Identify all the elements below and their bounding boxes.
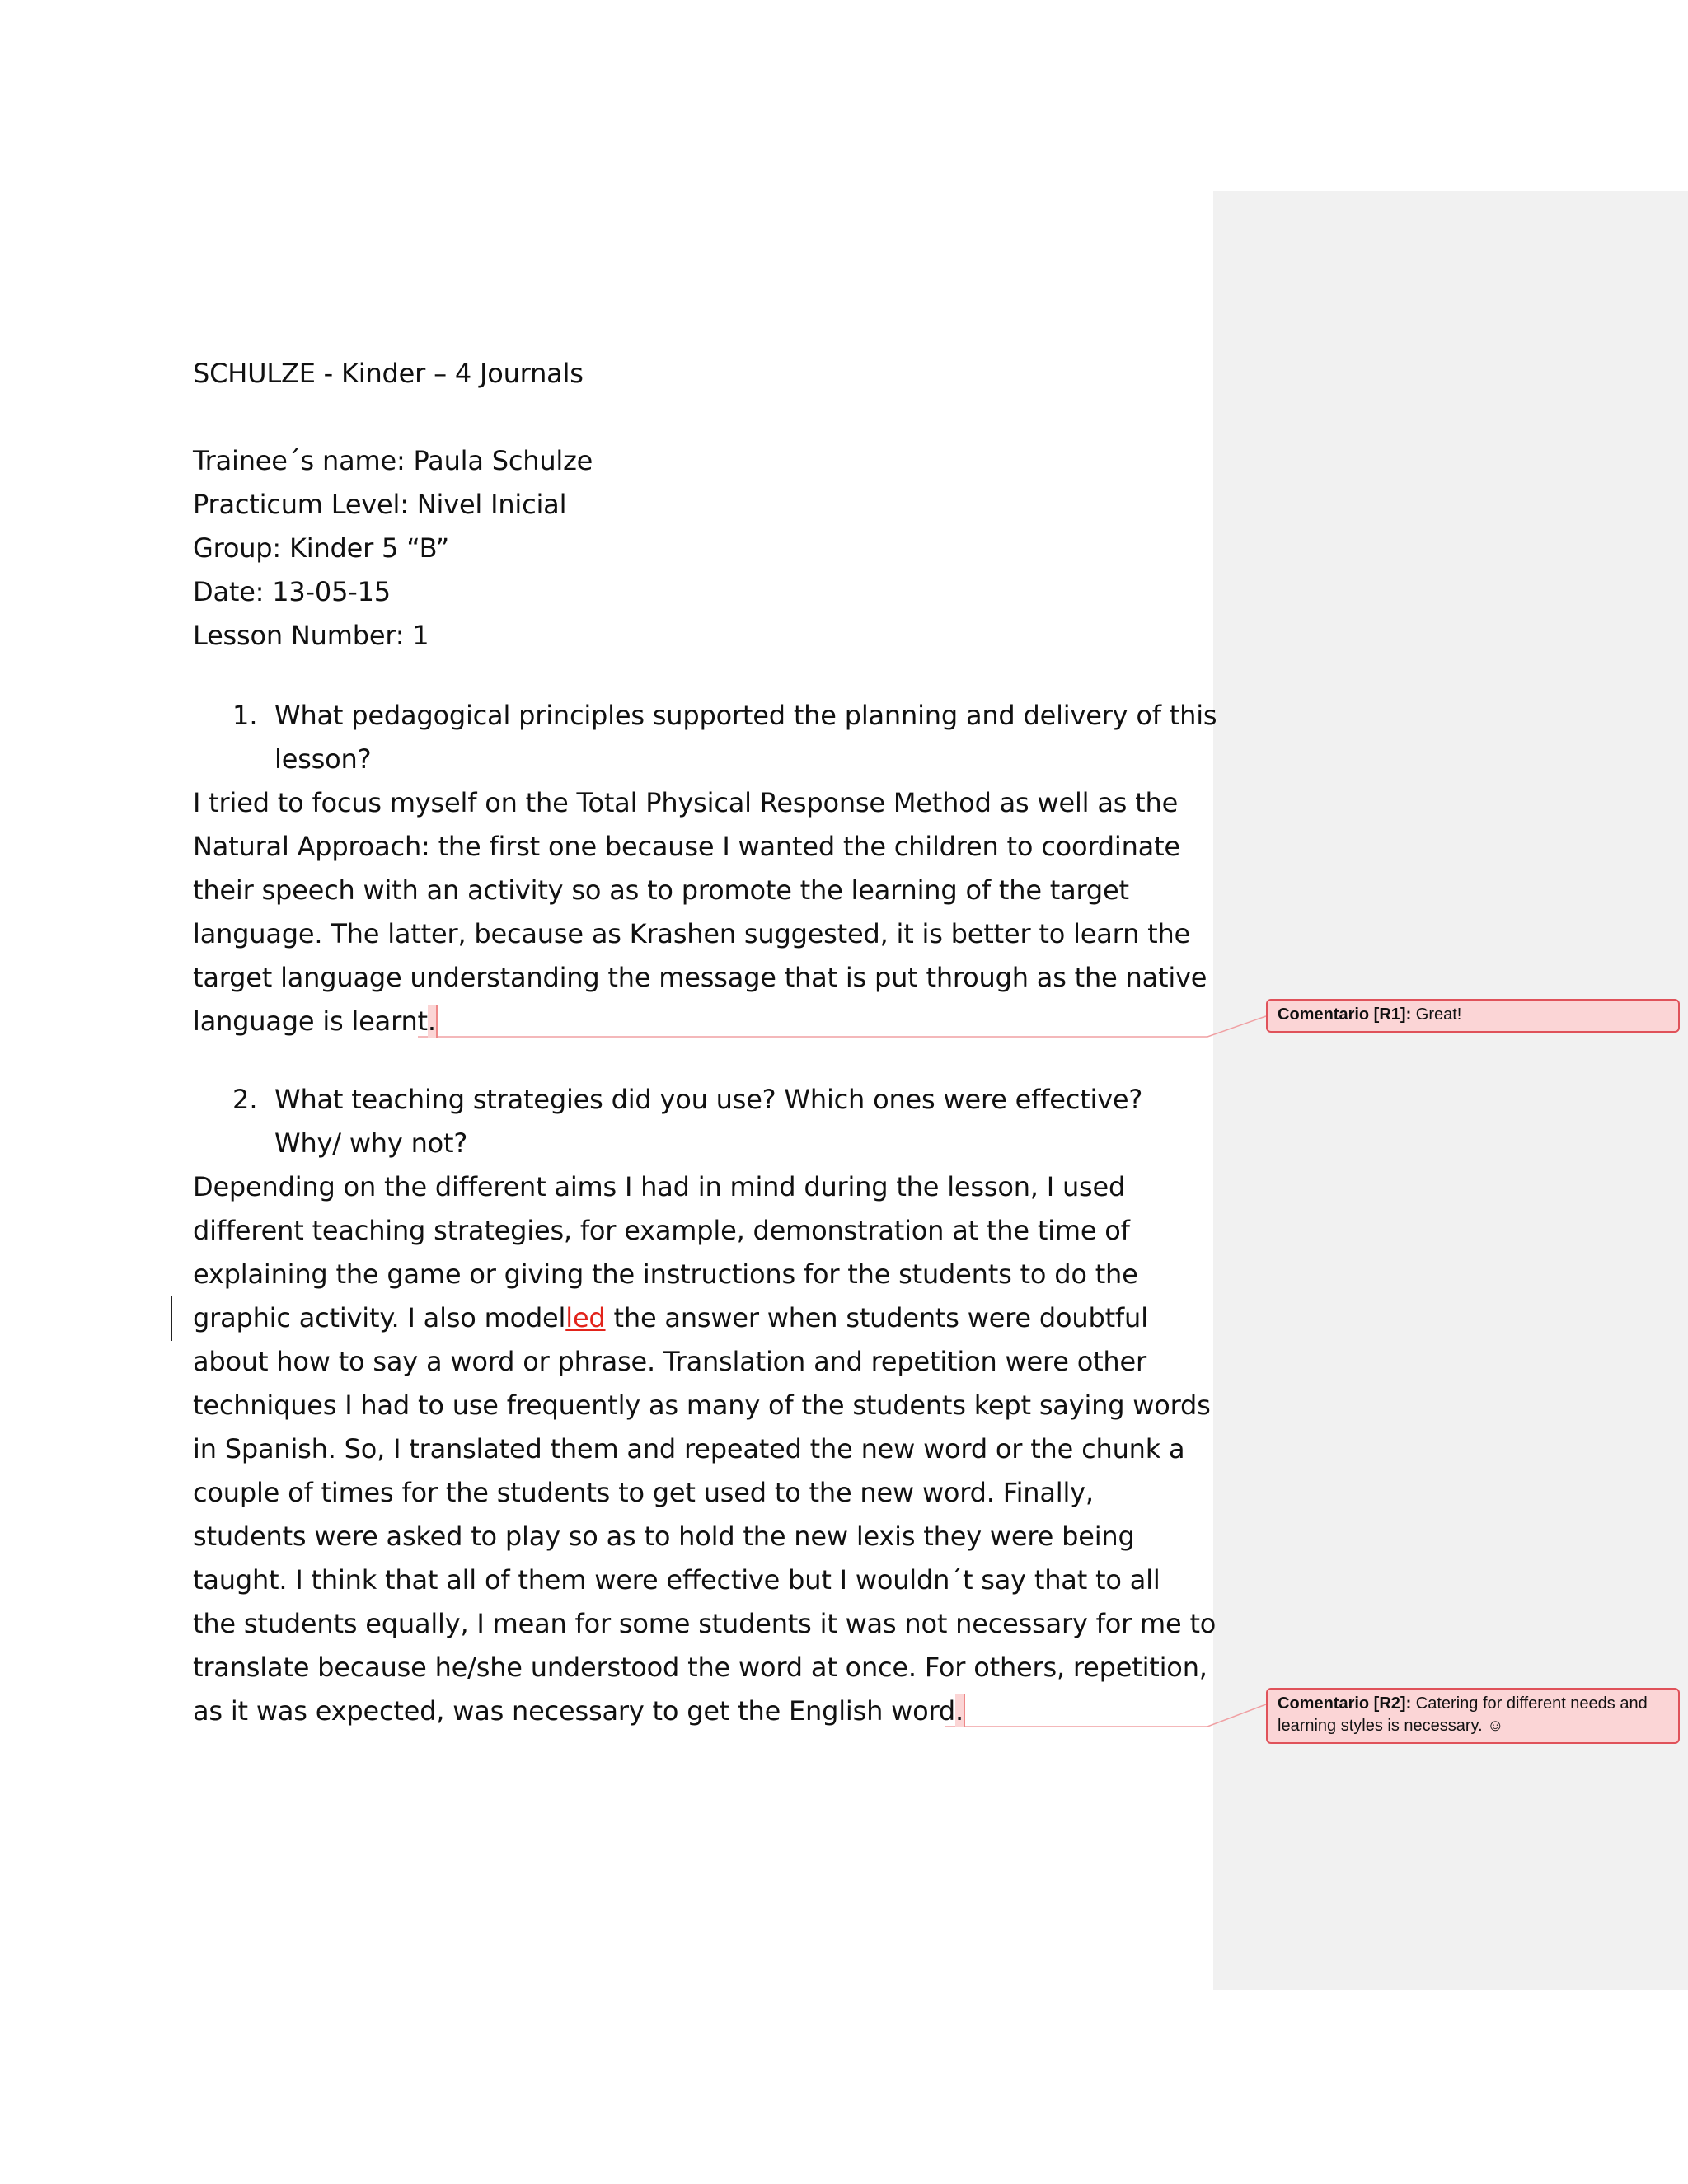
question-1-line: What pedagogical principles supported the planning and delivery of this — [274, 700, 1217, 731]
answer-1-last-line — [193, 1005, 438, 1038]
question-2-number: 2. — [232, 1084, 258, 1115]
answer-1-line: Natural Approach: the first one because I wanted the children to coordinate — [193, 831, 1180, 862]
answer-1-line: target language understanding the message that is put through as the native — [193, 962, 1207, 993]
answer-2-line: translate because he/she understood the word at once. For others, repetition, — [193, 1652, 1207, 1683]
answer-2-last-line — [193, 1694, 965, 1727]
answer-2-text: as it was expected, was necessary to get the English word — [193, 1695, 956, 1727]
answer-2-line: taught. I think that all of them were effective but I wouldn´t say that to all — [193, 1564, 1160, 1596]
answer-2-line: the students equally, I mean for some students it was not necessary for me to — [193, 1608, 1217, 1639]
change-bar — [171, 1296, 172, 1341]
comment-balloon-r2[interactable] — [1266, 1688, 1680, 1744]
answer-1-line: I tried to focus myself on the Total Physical Response Method as well as the — [193, 787, 1179, 818]
answer-2-text: the answer when students were doubtful — [605, 1302, 1148, 1333]
lesson-number: Lesson Number: 1 — [193, 620, 429, 651]
answer-2-line: in Spanish. So, I translated them and repeated the new word or the chunk a — [193, 1433, 1185, 1465]
answer-1-line: language. The latter, because as Krashen suggested, it is better to learn the — [193, 918, 1191, 949]
comment-text: Great! — [1411, 1005, 1462, 1024]
question-2-line: Why/ why not? — [274, 1127, 468, 1159]
comment-label: Comentario [R1]: — [1278, 1005, 1412, 1024]
comment-anchor-r2[interactable]: . — [955, 1695, 964, 1727]
comment-label: Comentario [R2]: — [1278, 1694, 1412, 1713]
answer-2-line: explaining the game or giving the instructions for the students to do the — [193, 1258, 1138, 1290]
practicum-level: Practicum Level: Nivel Inicial — [193, 489, 567, 520]
answer-2-line: different teaching strategies, for example, demonstration at the time of — [193, 1215, 1130, 1246]
group: Group: Kinder 5 “B” — [193, 532, 449, 564]
question-1-number: 1. — [232, 700, 258, 731]
answer-2-line: Depending on the different aims I had in mind during the lesson, I used — [193, 1171, 1126, 1202]
answer-2-line: students were asked to play so as to hold the new lexis they were being — [193, 1521, 1135, 1552]
trainee-name: Trainee´s name: Paula Schulze — [193, 445, 593, 476]
question-1-line: lesson? — [274, 743, 372, 775]
answer-1-line: their speech with an activity so as to promote the learning of the target — [193, 874, 1129, 906]
comment-balloon-r1[interactable] — [1266, 999, 1680, 1033]
date: Date: 13-05-15 — [193, 576, 391, 607]
tracked-insertion[interactable]: led — [565, 1302, 606, 1333]
answer-2-line: about how to say a word or phrase. Translation and repetition were other — [193, 1346, 1146, 1377]
answer-2-line: techniques I had to use frequently as many of the students kept saying words — [193, 1390, 1211, 1421]
answer-2-line: couple of times for the students to get used to the new word. Finally, — [193, 1477, 1094, 1508]
comment-text: Catering for different needs and learning styles is necessary. ☺ — [1278, 1694, 1648, 1735]
question-2-line: What teaching strategies did you use? Which ones were effective? — [274, 1084, 1143, 1115]
answer-1-text: language is learnt — [193, 1005, 428, 1037]
answer-2-tracked-line — [193, 1301, 1148, 1334]
comment-anchor-r1[interactable]: . — [427, 1005, 436, 1037]
answer-2-text: graphic activity. I also model — [193, 1302, 566, 1333]
comment-connector-r1 — [418, 1016, 1266, 1037]
document-title: SCHULZE - Kinder – 4 Journals — [193, 358, 584, 389]
